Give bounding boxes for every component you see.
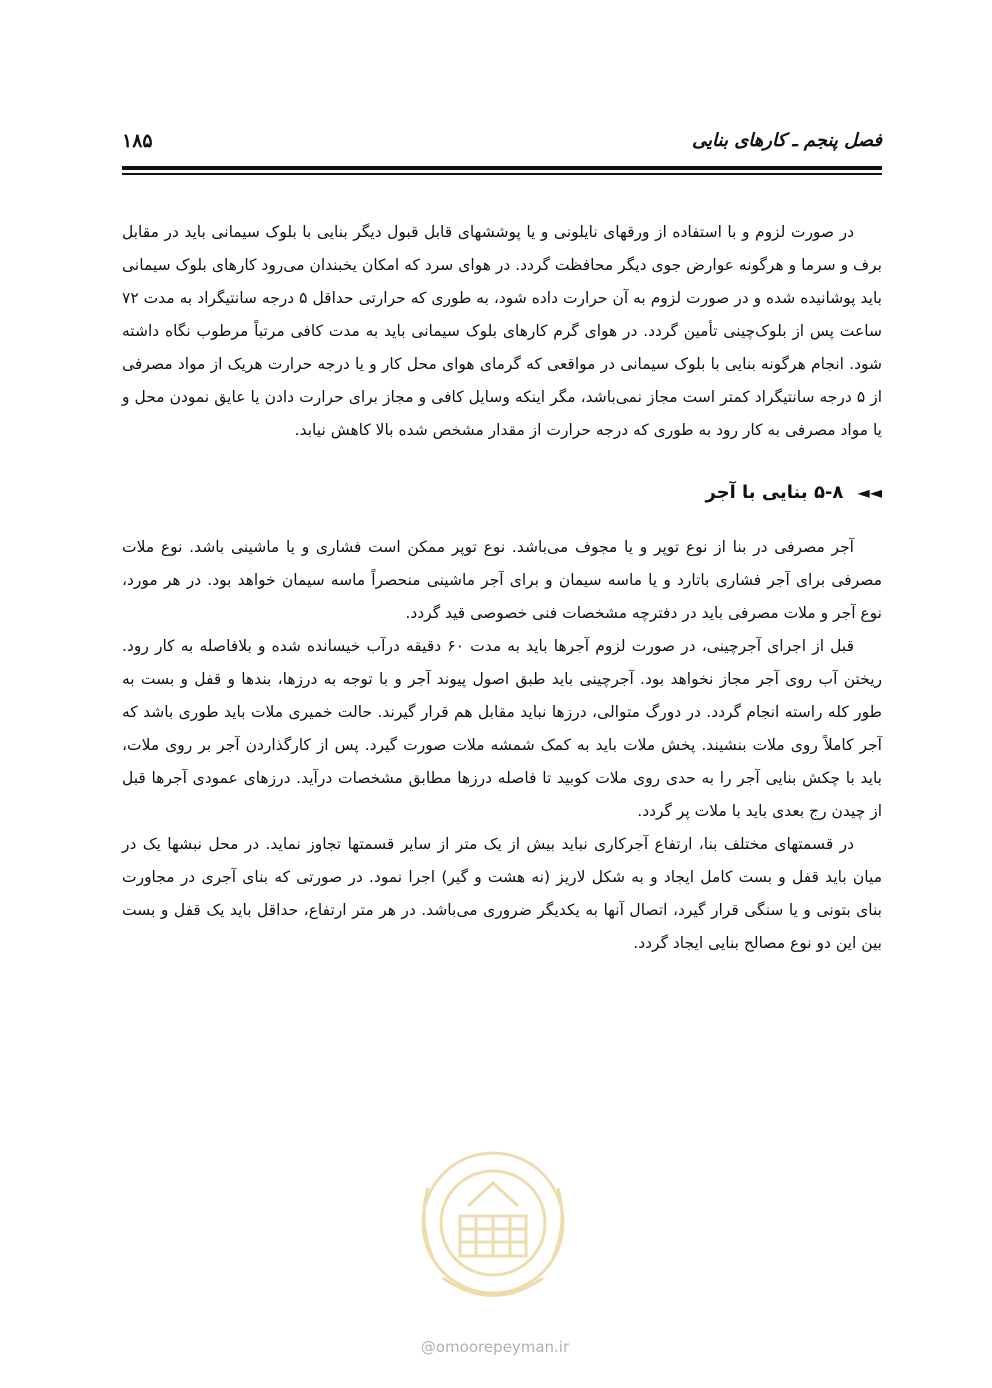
section-title: ۵-۸ بنایی با آجر: [705, 482, 844, 503]
watermark-seal-icon: [388, 1128, 598, 1318]
paragraph-intro: در صورت لزوم و با استفاده از ورقهای نایلونی و یا پوششهای قابل قبول دیگر بنایی با بلوک سیمانی باید در مقابل برف و سرما و هرگونه عوارض جوی دیگر محافظت گردد. در هوای سرد که امکان یخبندان می‌رود کارهای بلوک سیمانی باید پوشانیده شده و در صورت لزوم به آن حرارت داده شود، به طوری که حرارتی حداقل ۵ درجه سانتیگراد به مدت ۷۲ ساعت پس از بلوک‌چینی تأمین گردد. در هوای گرم کارهای بلوک سیمانی باید به مدت کافی مرتباً مرطوب نگاه داشته شود. انجام هرگونه بنایی با بلوک سیمانی در مواقعی که گرمای هوای محل کار و یا درجه حرارت هریک از مواد مصرفی از ۵ درجه سانتیگراد کمتر است مجاز نمی‌باشد، مگر اینکه وسایل کافی و مجاز برای حرارت دادن یا عایق نمودن محل و یا مواد مصرفی به کار رود به طوری که درجه حرارت از مقدار مشخص شده بالا کاهش نیابد.: [122, 223, 882, 439]
paragraph: آجر مصرفی در بنا از نوع توپر و یا مجوف می‌باشد. نوع توپر ممکن است فشاری و یا ماشینی باشد. نوع ملات مصرفی برای آجر فشاری باتارد و یا ماسه سیمان و برای آجر ماشینی منحصراً ماسه سیمان خواهد بود. در هر مورد، نوع آجر و ملات مصرفی باید در دفترچه مشخصات فنی خصوصی قید گردد.: [122, 538, 882, 622]
header-rule-thin: [122, 173, 882, 175]
header-rule-thick: [122, 166, 882, 170]
chapter-title: فصل پنجم ـ کارهای بنایی: [692, 130, 882, 151]
body-text: [122, 216, 882, 960]
watermark-url: @omoorepeyman.ir: [420, 1338, 570, 1356]
page-header: [122, 126, 882, 166]
double-arrow-icon: ◄◄: [857, 483, 882, 502]
paragraph: قبل از اجرای آجرچینی، در صورت لزوم آجرها باید به مدت ۶۰ دقیقه درآب خیسانده شده و بلافاصله به کار رود. ریختن آب روی آجر مجاز نخواهد بود. آجرچینی باید طبق اصول پیوند آجر و با توجه به درزها، بندها و قفل و بست به طور کله راسته انجام گردد. در دورگ متوالی، درزها نباید مقابل هم قرار گیرند. حالت خمیری ملات باید طوری باشد که آجر کاملاً روی ملات بنشیند. پخش ملات باید به کمک شمشه ملات صورت گیرد. پس از کارگذاردن آجر بر روی ملات، باید با چکش بنایی آجر را به حدی روی ملات کوبید تا فاصله درزها مطابق مشخصات درآید. درزهای عمودی آجرها قبل از چیدن رج بعدی باید با ملات پر گردد.: [122, 637, 882, 820]
section-heading: [122, 473, 882, 513]
paragraph: در قسمتهای مختلف بنا، ارتفاع آجرکاری نباید بیش از یک متر از سایر قسمتها تجاوز نماید. در محل نبشها یک در میان باید قفل و بست کامل ایجاد و به شکل لاریز (نه هشت و گیر) اجرا نمود. در صورتی که بنای آجری در مجاورت بنای بتونی و یا سنگی قرار گیرد، اتصال آنها به یکدیگر ضروری می‌باشد. در هر متر ارتفاع، حداقل باید یک قفل و بست بین این دو نوع مصالح بنایی ایجاد گردد.: [122, 835, 882, 952]
page-number: ۱۸۵: [122, 130, 153, 152]
